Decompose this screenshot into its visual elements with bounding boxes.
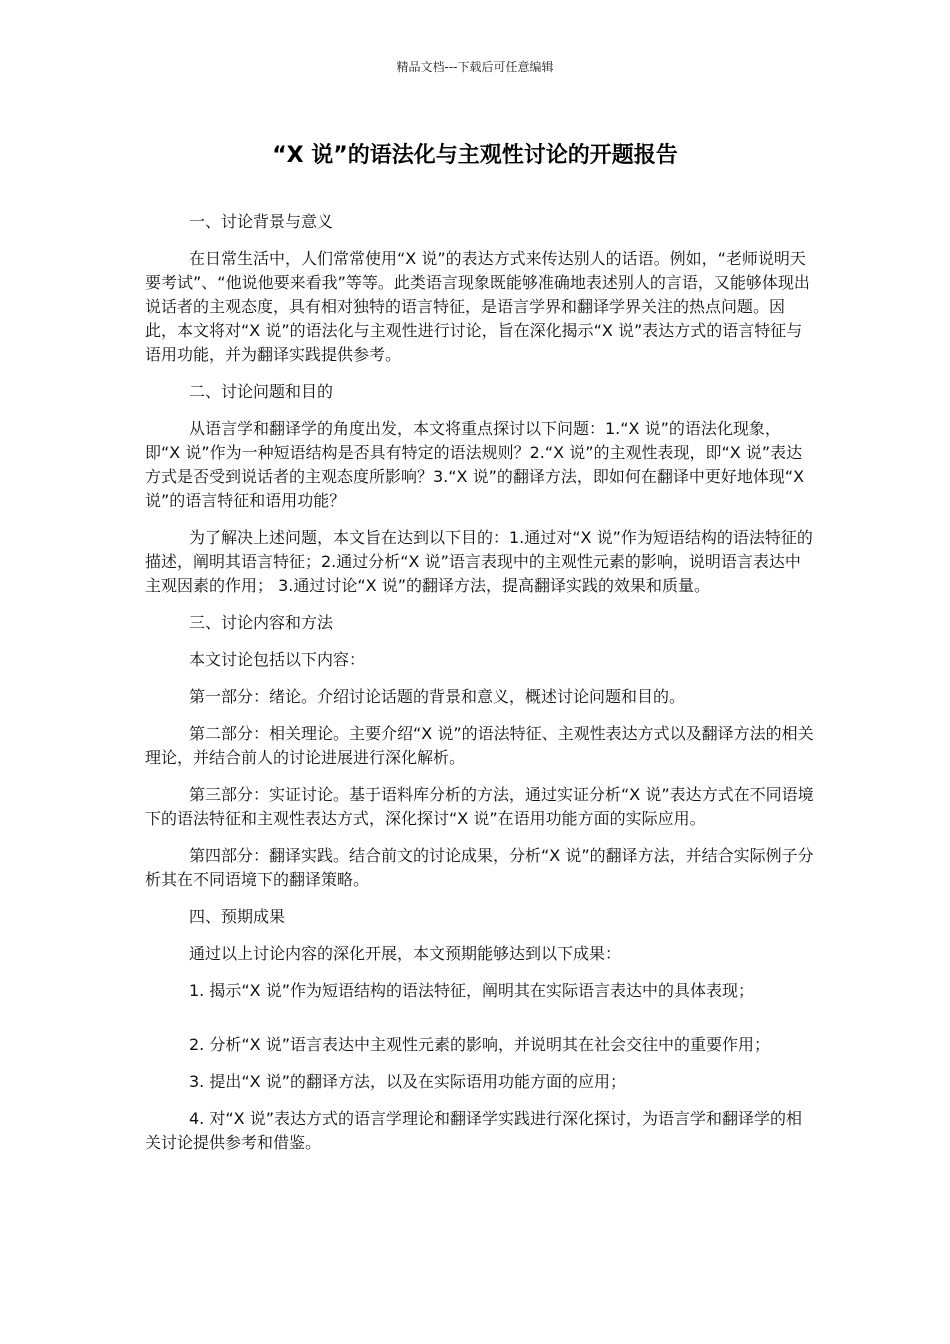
- paragraph: 第二部分：相关理论。主要介绍“X 说”的语法特征、主观性表达方式以及翻译方法的相关理论，并结合前人的讨论进展进行深化解析。: [145, 724, 814, 767]
- paragraph: 在日常生活中，人们常常使用“X 说”的表达方式来传达别人的话语。例如，“老师说明天要考试”、“他说他要来看我”等等。此类语言现象既能够准确地表述别人的言语，又能够体现出说话者的主观态度，具有相对独特的语言特征，是语言学界和翻译学界关注的热点问题。因此，本文将对“X 说”的语法化与主观性进行讨论，旨在深化揭示“X 说”表达方式的语言特征与语用功能，并为翻译实践提供参考。: [145, 249, 810, 364]
- list-item: 2. 分析“X 说”语言表达中主观性元素的影响，并说明其在社会交往中的重要作用；: [189, 1035, 770, 1054]
- section-heading-3: 三、讨论内容和方法: [189, 613, 334, 632]
- list-item: 1. 揭示“X 说”作为短语结构的语法特征，阐明其在实际语言表达中的具体表现；: [189, 981, 754, 1000]
- paragraph: 第四部分：翻译实践。结合前文的讨论成果，分析“X 说”的翻译方法，并结合实际例子分析其在不同语境下的翻译策略。: [145, 846, 814, 889]
- paragraph: 为了解决上述问题，本文旨在达到以下目的：1.通过对“X 说”作为短语结构的语法特征的描述，阐明其语言特征；2.通过分析“X 说”语言表现中的主观性元素的影响，说明语言表达中主观因素的作用； 3.通过讨论“X 说”的翻译方法，提高翻译实践的效果和质量。: [145, 528, 813, 595]
- page-header: 精品文档---下载后可任意编辑: [396, 60, 554, 74]
- paragraph: 第三部分：实证讨论。基于语料库分析的方法，通过实证分析“X 说”表达方式在不同语境下的语法特征和主观性表达方式，深化探讨“X 说”在语用功能方面的实际应用。: [145, 785, 814, 828]
- section-heading-2: 二、讨论问题和目的: [189, 382, 334, 401]
- section-heading-1: 一、讨论背景与意义: [189, 212, 334, 231]
- paragraph: 第一部分：绪论。介绍讨论话题的背景和意义，概述讨论问题和目的。: [189, 687, 686, 706]
- section-heading-4: 四、预期成果: [189, 907, 286, 926]
- document-body: [145, 210, 815, 1168]
- list-item: 4. 对“X 说”表达方式的语言学理论和翻译学实践进行深化探讨，为语言学和翻译学的相关讨论提供参考和借鉴。: [145, 1109, 802, 1152]
- paragraph: 本文讨论包括以下内容：: [189, 650, 366, 669]
- list-item: 3. 提出“X 说”的翻译方法，以及在实际语用功能方面的应用；: [189, 1072, 626, 1091]
- paragraph: 从语言学和翻译学的角度出发，本文将重点探讨以下问题：1.“X 说”的语法化现象，即“X 说”作为一种短语结构是否具有特定的语法规则？2.“X 说”的主观性表现，即“X 说”表达方式是否受到说话者的主观态度所影响？3.“X 说”的翻译方法，即如何在翻译中更好地体现“X 说”的语言特征和语用功能？: [145, 419, 805, 510]
- page-title: “X 说”的语法化与主观性讨论的开题报告: [272, 143, 678, 168]
- paragraph: 通过以上讨论内容的深化开展，本文预期能够达到以下成果：: [189, 944, 622, 963]
